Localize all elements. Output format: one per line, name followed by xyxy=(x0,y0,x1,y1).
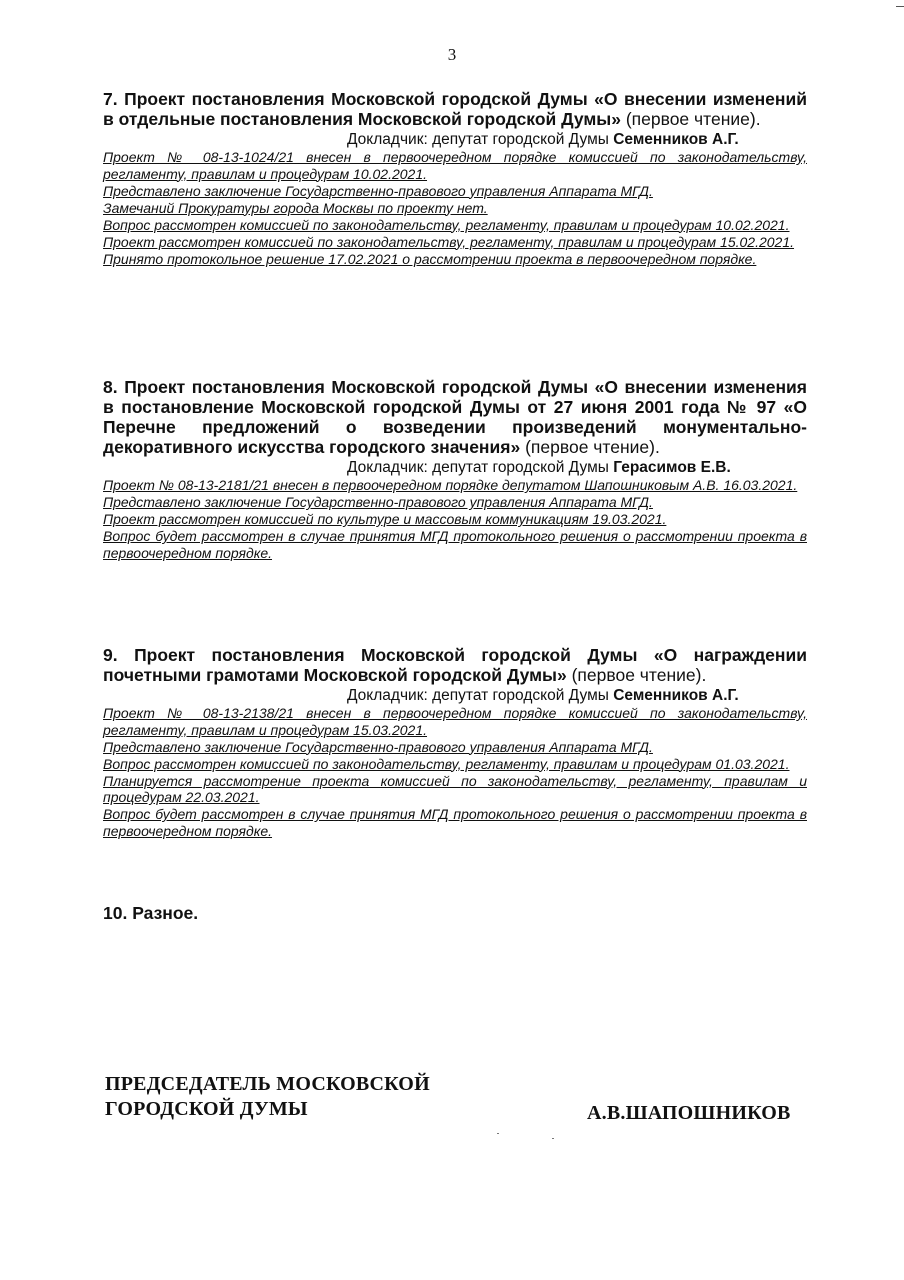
reporter-name: Герасимов Е.В. xyxy=(613,459,731,476)
agenda-item-7 xyxy=(103,89,807,268)
note: Представлено заключение Государственно-правового управления Аппарата МГД. xyxy=(103,494,653,510)
reporter-line xyxy=(103,459,807,476)
agenda-item-title xyxy=(103,377,807,457)
item-title-tail: (первое чтение). xyxy=(571,665,707,685)
reporter-name: Семенников А.Г. xyxy=(613,687,739,704)
note: Проект рассмотрен комиссией по законодательству, регламенту, правилам и процедурам 15.02.2021. xyxy=(103,233,795,250)
note: Представлено заключение Государственно-правового управления Аппарата МГД. xyxy=(103,738,653,755)
item-notes xyxy=(103,705,807,839)
note: Замечаний Прокуратуры города Москвы по проекту нет. xyxy=(103,199,488,216)
reporter-name: Семенников А.Г. xyxy=(613,131,739,148)
item-title-bold: Проект постановления Московской городской Думы «О награждении почетными грамотами Московской городской Думы» xyxy=(103,645,807,685)
agenda-item-9 xyxy=(103,645,807,840)
agenda-item-10: 10. Разное. xyxy=(103,903,199,923)
scan-edge-mark xyxy=(896,6,904,7)
signature-name: А.В.ШАПОШНИКОВ xyxy=(587,1102,791,1124)
note: Вопрос будет рассмотрен в случае принятия МГД протокольного решения о рассмотрении проекта в первоочередном порядке. xyxy=(103,806,807,839)
note: Вопрос будет рассмотрен в случае принятия МГД протокольного решения о рассмотрении проекта в первоочередном порядке. xyxy=(103,528,807,561)
item-title-bold: Проект постановления Московской городской Думы «О внесении изменений в отдельные постановления Московской городской Думы» xyxy=(103,89,807,129)
agenda-item-title xyxy=(103,645,807,685)
agenda-item-title xyxy=(103,89,807,129)
item-title-tail: (первое чтение). xyxy=(625,109,761,129)
signature-title-line: ГОРОДСКОЙ ДУМЫ xyxy=(105,1098,308,1120)
agenda-item-8 xyxy=(103,377,807,562)
scan-speck xyxy=(497,1133,499,1134)
note: Принято протокольное решение 17.02.2021 о рассмотрении проекта в первоочередном порядке. xyxy=(103,250,757,267)
item-title-tail: (первое чтение). xyxy=(525,437,660,457)
reporter-prefix: Докладчик: депутат городской Думы xyxy=(347,459,609,476)
note: Проект № 08-13-2138/21 внесен в первоочередном порядке комиссией по законодательству, регламенту, правилам и процедурам 15.03.2021. xyxy=(103,705,807,738)
reporter-line xyxy=(103,687,807,704)
item-title-bold: Проект постановления Московской городской Думы «О внесении изменения в постановление Московской городской Думы от 27 июня 2001 года № 97 «О Перечне предложений о возведении произведений монументально-декоративного искусства городского значения» xyxy=(103,377,808,457)
item-number: 7. xyxy=(103,89,118,109)
reporter-line xyxy=(103,131,807,148)
item-number: 9. xyxy=(103,645,118,665)
note: Проект № 08-13-1024/21 внесен в первоочередном порядке комиссией по законодательству, регламенту, правилам и процедурам 10.02.2021. xyxy=(103,149,807,182)
note: Вопрос рассмотрен комиссией по законодательству, регламенту, правилам и процедурам 01.03.2021. xyxy=(103,755,790,772)
scan-speck xyxy=(552,1138,554,1139)
signature-title-line: ПРЕДСЕДАТЕЛЬ МОСКОВСКОЙ xyxy=(105,1073,430,1095)
note: Проект № 08-13-2181/21 внесен в первоочередном порядке депутатом Шапошниковым А.В. 16.03.2021. xyxy=(103,477,798,493)
signature-title xyxy=(105,1072,430,1122)
note: Планируется рассмотрение проекта комиссией по законодательству, регламенту, правилам и процедурам 22.03.2021. xyxy=(103,772,807,805)
note: Вопрос рассмотрен комиссией по законодательству, регламенту, правилам и процедурам 10.02.2021. xyxy=(103,216,790,233)
item-notes xyxy=(103,477,807,561)
page-number: 3 xyxy=(447,45,457,64)
item-notes xyxy=(103,149,807,267)
reporter-prefix: Докладчик: депутат городской Думы xyxy=(347,131,609,148)
note: Проект рассмотрен комиссией по культуре и массовым коммуникациям 19.03.2021. xyxy=(103,511,667,527)
note: Представлено заключение Государственно-правового управления Аппарата МГД. xyxy=(103,182,653,199)
reporter-prefix: Докладчик: депутат городской Думы xyxy=(347,687,609,704)
item-number: 8. xyxy=(103,377,118,397)
